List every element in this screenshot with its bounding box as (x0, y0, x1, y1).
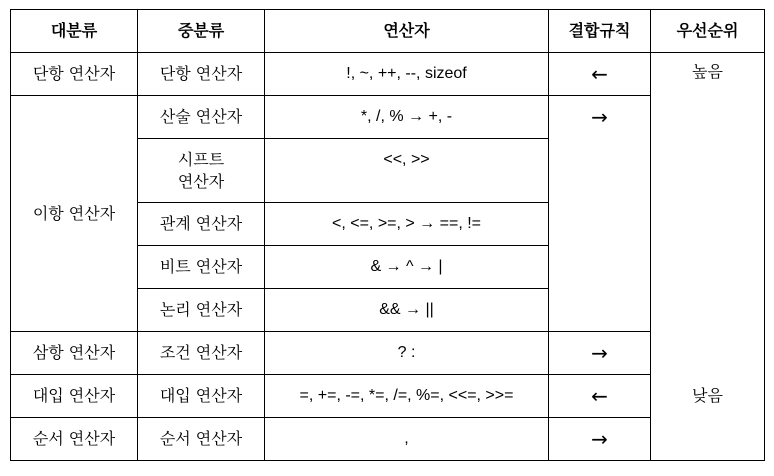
minor-cell: 대입 연산자 (138, 375, 265, 418)
operator-precedence-table (10, 9, 765, 461)
assoc-cell: → (549, 418, 651, 461)
assoc-cell: ← (549, 53, 651, 96)
assoc-cell: → (549, 332, 651, 375)
minor-cell: 논리 연산자 (138, 289, 265, 332)
priority-low: 낮음 (692, 386, 723, 405)
header-operator: 연산자 (265, 10, 549, 53)
priority-high: 높음 (692, 62, 723, 81)
minor-cell: 조건 연산자 (138, 332, 265, 375)
minor-cell: 산술 연산자 (138, 96, 265, 139)
operator-cell: ? : (265, 332, 549, 375)
minor-cell: 관계 연산자 (138, 203, 265, 246)
header-row (11, 10, 765, 53)
operator-cell: =, +=, -=, *=, /=, %=, <<=, >>= (265, 375, 549, 418)
header-assoc: 결합규칙 (549, 10, 651, 53)
operator-cell: <, <=, >=, > → ==, != (265, 203, 549, 246)
operator-cell: , (265, 418, 549, 461)
assoc-cell: → (549, 96, 651, 332)
minor-cell: 순서 연산자 (138, 418, 265, 461)
major-cell: 이항 연산자 (11, 96, 138, 332)
minor-cell: 단항 연산자 (138, 53, 265, 96)
major-cell: 순서 연산자 (11, 418, 138, 461)
minor-cell: 시프트 연산자 (138, 139, 265, 203)
header-major: 대분류 (11, 10, 138, 53)
major-cell: 대입 연산자 (11, 375, 138, 418)
operator-cell: & → ^ → | (265, 246, 549, 289)
header-priority: 우선순위 (651, 10, 765, 53)
operator-cell: <<, >> (265, 139, 549, 203)
operator-cell: *, /, % → +, - (265, 96, 549, 139)
priority-cell (651, 53, 765, 461)
major-cell: 단항 연산자 (11, 53, 138, 96)
assoc-cell: ← (549, 375, 651, 418)
operator-cell: && → || (265, 289, 549, 332)
table-row (11, 53, 765, 96)
major-cell: 삼항 연산자 (11, 332, 138, 375)
operator-cell: !, ~, ++, --, sizeof (265, 53, 549, 96)
minor-cell: 비트 연산자 (138, 246, 265, 289)
header-minor: 중분류 (138, 10, 265, 53)
